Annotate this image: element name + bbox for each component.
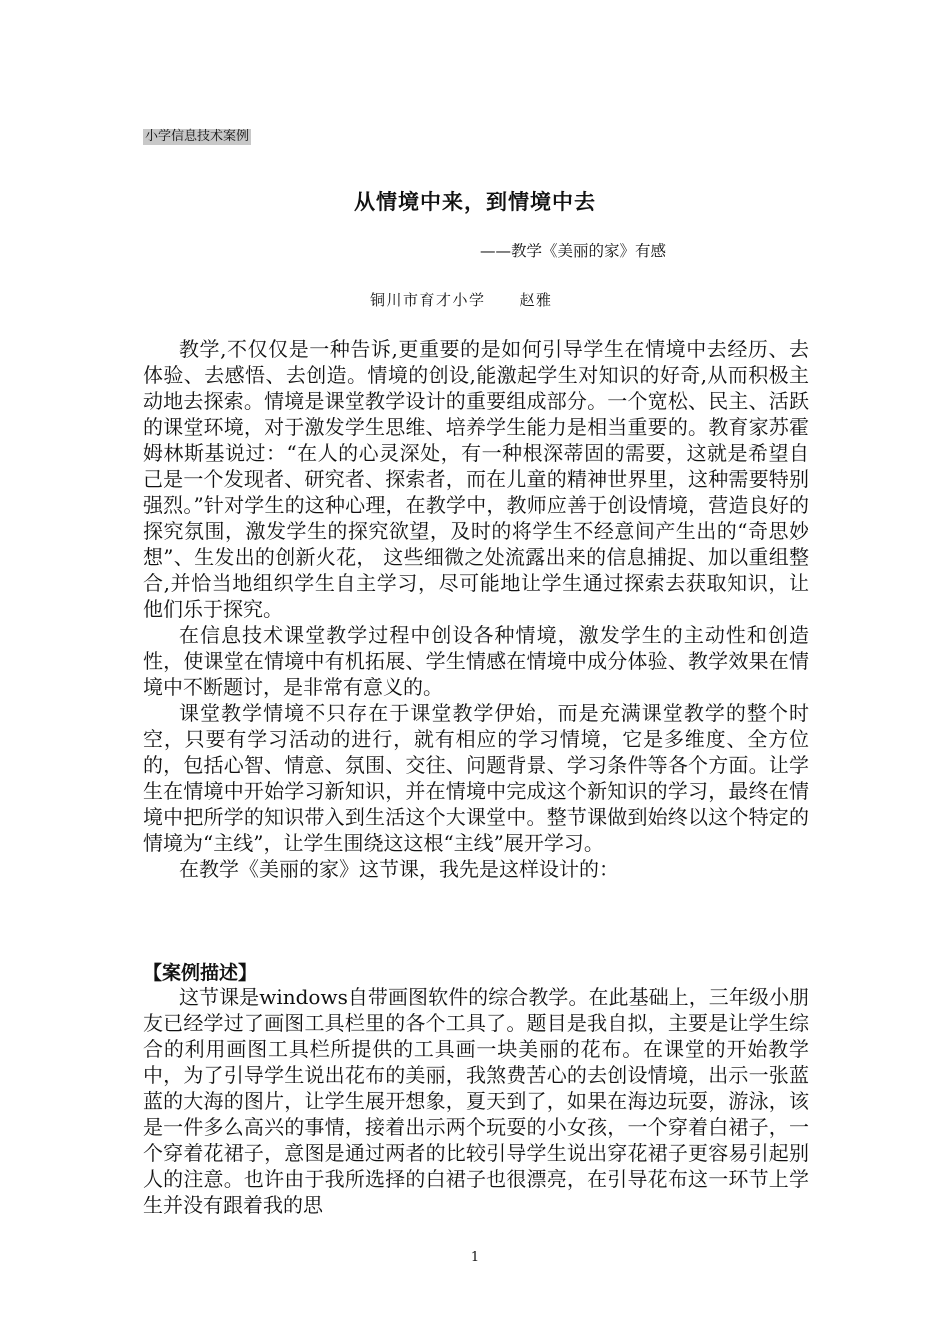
case-description-paragraph: 这节课是windows自带画图软件的综合教学。在此基础上，三年级小朋友已经学过了画图工具栏里的各个工具了。题目是我自拟，主要是让学生综合的利用画图工具栏所提供的工具画一块美丽的花布。在课堂的开始教学中，为了引导学生说出花布的美丽，我煞费苦心的去创设情境，出示一张蓝蓝的大海的图片，让学生展开想象，夏天到了，如果在海边玩耍，游泳，该是一件多么高兴的事情，接着出示两个玩耍的小女孩，一个穿着白裙子，一个穿着花裙子，意图是通过两者的比较引导学生说出穿花裙子更容易引起别人的注意。也许由于我所选择的白裙子也很漂亮，在引导花布这一环节上学生并没有跟着我的思	[143, 985, 809, 1217]
category-label: 小学信息技术案例	[145, 129, 250, 144]
subtitle: ——教学《美丽的家》有感	[480, 242, 667, 260]
intro-paragraph: 教学,不仅仅是一种告诉,更重要的是如何引导学生在情境中去经历、去体验、去感悟、去创造。情境的创设,能激起学生对知识的好奇,从而积极主动地去探索。情境是课堂教学设计的重要组成部分。一个宽松、民主、活跃的课堂环境，对于激发学生思维、培养学生能力是相当重要的。教育家苏霍姆林斯基说过：“在人的心灵深处，有一种根深蒂固的需要，这就是希望自己是一个发现者、研究者、探索者，而在儿童的精神世界里，这种需要特别强烈。”针对学生的这种心理，在教学中，教师应善于创设情境，营造良好的探究氛围，激发学生的探究欲望，及时的将学生不经意间产生出的“奇思妙想”、生发出的创新火花， 这些细微之处流露出来的信息捕捉、加以重组整合,并恰当地组织学生自主学习，尽可能地让学生通过探索去获取知识，让他们乐于探究。	[143, 337, 809, 621]
author-name: 赵雅	[519, 291, 553, 309]
page-title: 从情境中来，到情境中去	[354, 190, 596, 214]
section-heading: 【案例描述】	[143, 962, 258, 984]
intro-text	[143, 336, 809, 882]
intro-paragraph: 在信息技术课堂教学过程中创设各种情境，激发学生的主动性和创造性，使课堂在情境中有机拓展、学生情感在情境中成分体验、教学效果在情境中不断题讨，是非常有意义的。	[143, 623, 809, 699]
intro-paragraph: 在教学《美丽的家》这节课，我先是这样设计的：	[179, 857, 619, 881]
intro-paragraph: 课堂教学情境不只存在于课堂教学伊始，而是充满课堂教学的整个时空，只要有学习活动的进行，就有相应的学习情境，它是多维度、全方位的，包括心智、情意、氛围、交往、问题背景、学习条件等各个方面。让学生在情境中开始学习新知识，并在情境中完成这个新知识的学习，最终在情境中把所学的知识带入到生活这个大课堂中。整节课做到始终以这个特定的情境为“主线”，让学生围绕这这根“主线”展开学习。	[143, 701, 809, 855]
author-line	[370, 289, 553, 310]
case-description-text	[143, 984, 809, 1218]
page-number: 1	[470, 1250, 480, 1265]
author-school: 铜川市育才小学	[370, 291, 486, 309]
